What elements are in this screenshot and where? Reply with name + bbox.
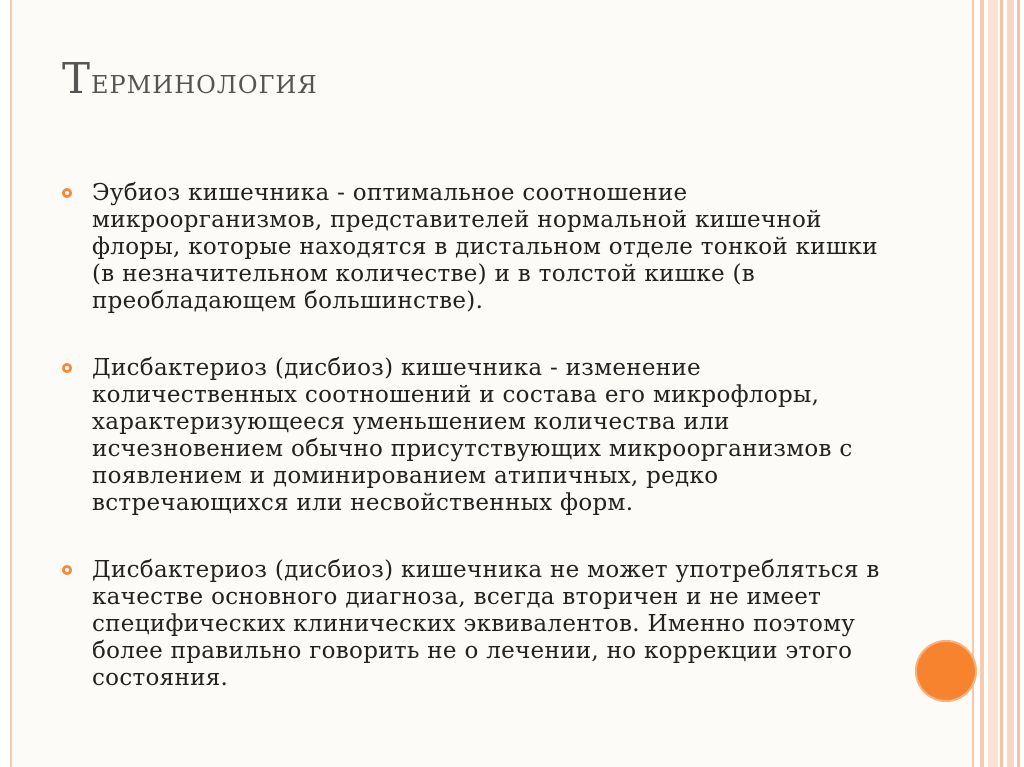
bullet-text: Дисбактериоз (дисбиоз) кишечника не может употребляться в качестве основного диагноза, всегда вторичен и не имеет специфических клинических эквивалентов. Именно поэтому более правильно говорить не о лечении, но коррекции этого состояния. <box>92 557 880 691</box>
bullet-item-eubiosis <box>60 180 900 315</box>
bullet-list <box>60 180 900 732</box>
bullet-item-dysbacteriosis <box>60 355 900 517</box>
bullet-circle-icon <box>62 363 72 373</box>
slide-title-first-letter: Т <box>62 54 92 103</box>
decorative-stripe <box>1007 0 1014 767</box>
decorative-stripe <box>1017 0 1020 767</box>
bullet-text: Эубиоз кишечника - оптимальное соотношение микроорганизмов, представителей нормальной кишечной флоры, которые находятся в дистальном отделе тонкой кишки (в незначительном количестве) и в толстой кишке (в преобладающем большинстве). <box>92 180 878 314</box>
decorative-stripe <box>988 0 998 767</box>
bullet-item-diagnosis-note <box>60 557 900 692</box>
decorative-orange-circle <box>915 640 977 702</box>
decorative-stripe <box>980 0 984 767</box>
decorative-stripe <box>1000 0 1003 767</box>
bullet-circle-icon <box>62 188 72 198</box>
bullet-text: Дисбактериоз (дисбиоз) кишечника - изменение количественных соотношений и состава его микрофлоры, характеризующееся уменьшением количества или исчезновением обычно присутствующих микроорганизмов с появлением и доминированием атипичных, редко встречающихся или несвойственных форм. <box>92 355 853 516</box>
slide-title-rest: ерминология <box>91 62 318 102</box>
bullet-circle-icon <box>62 565 72 575</box>
slide-title <box>62 54 318 103</box>
